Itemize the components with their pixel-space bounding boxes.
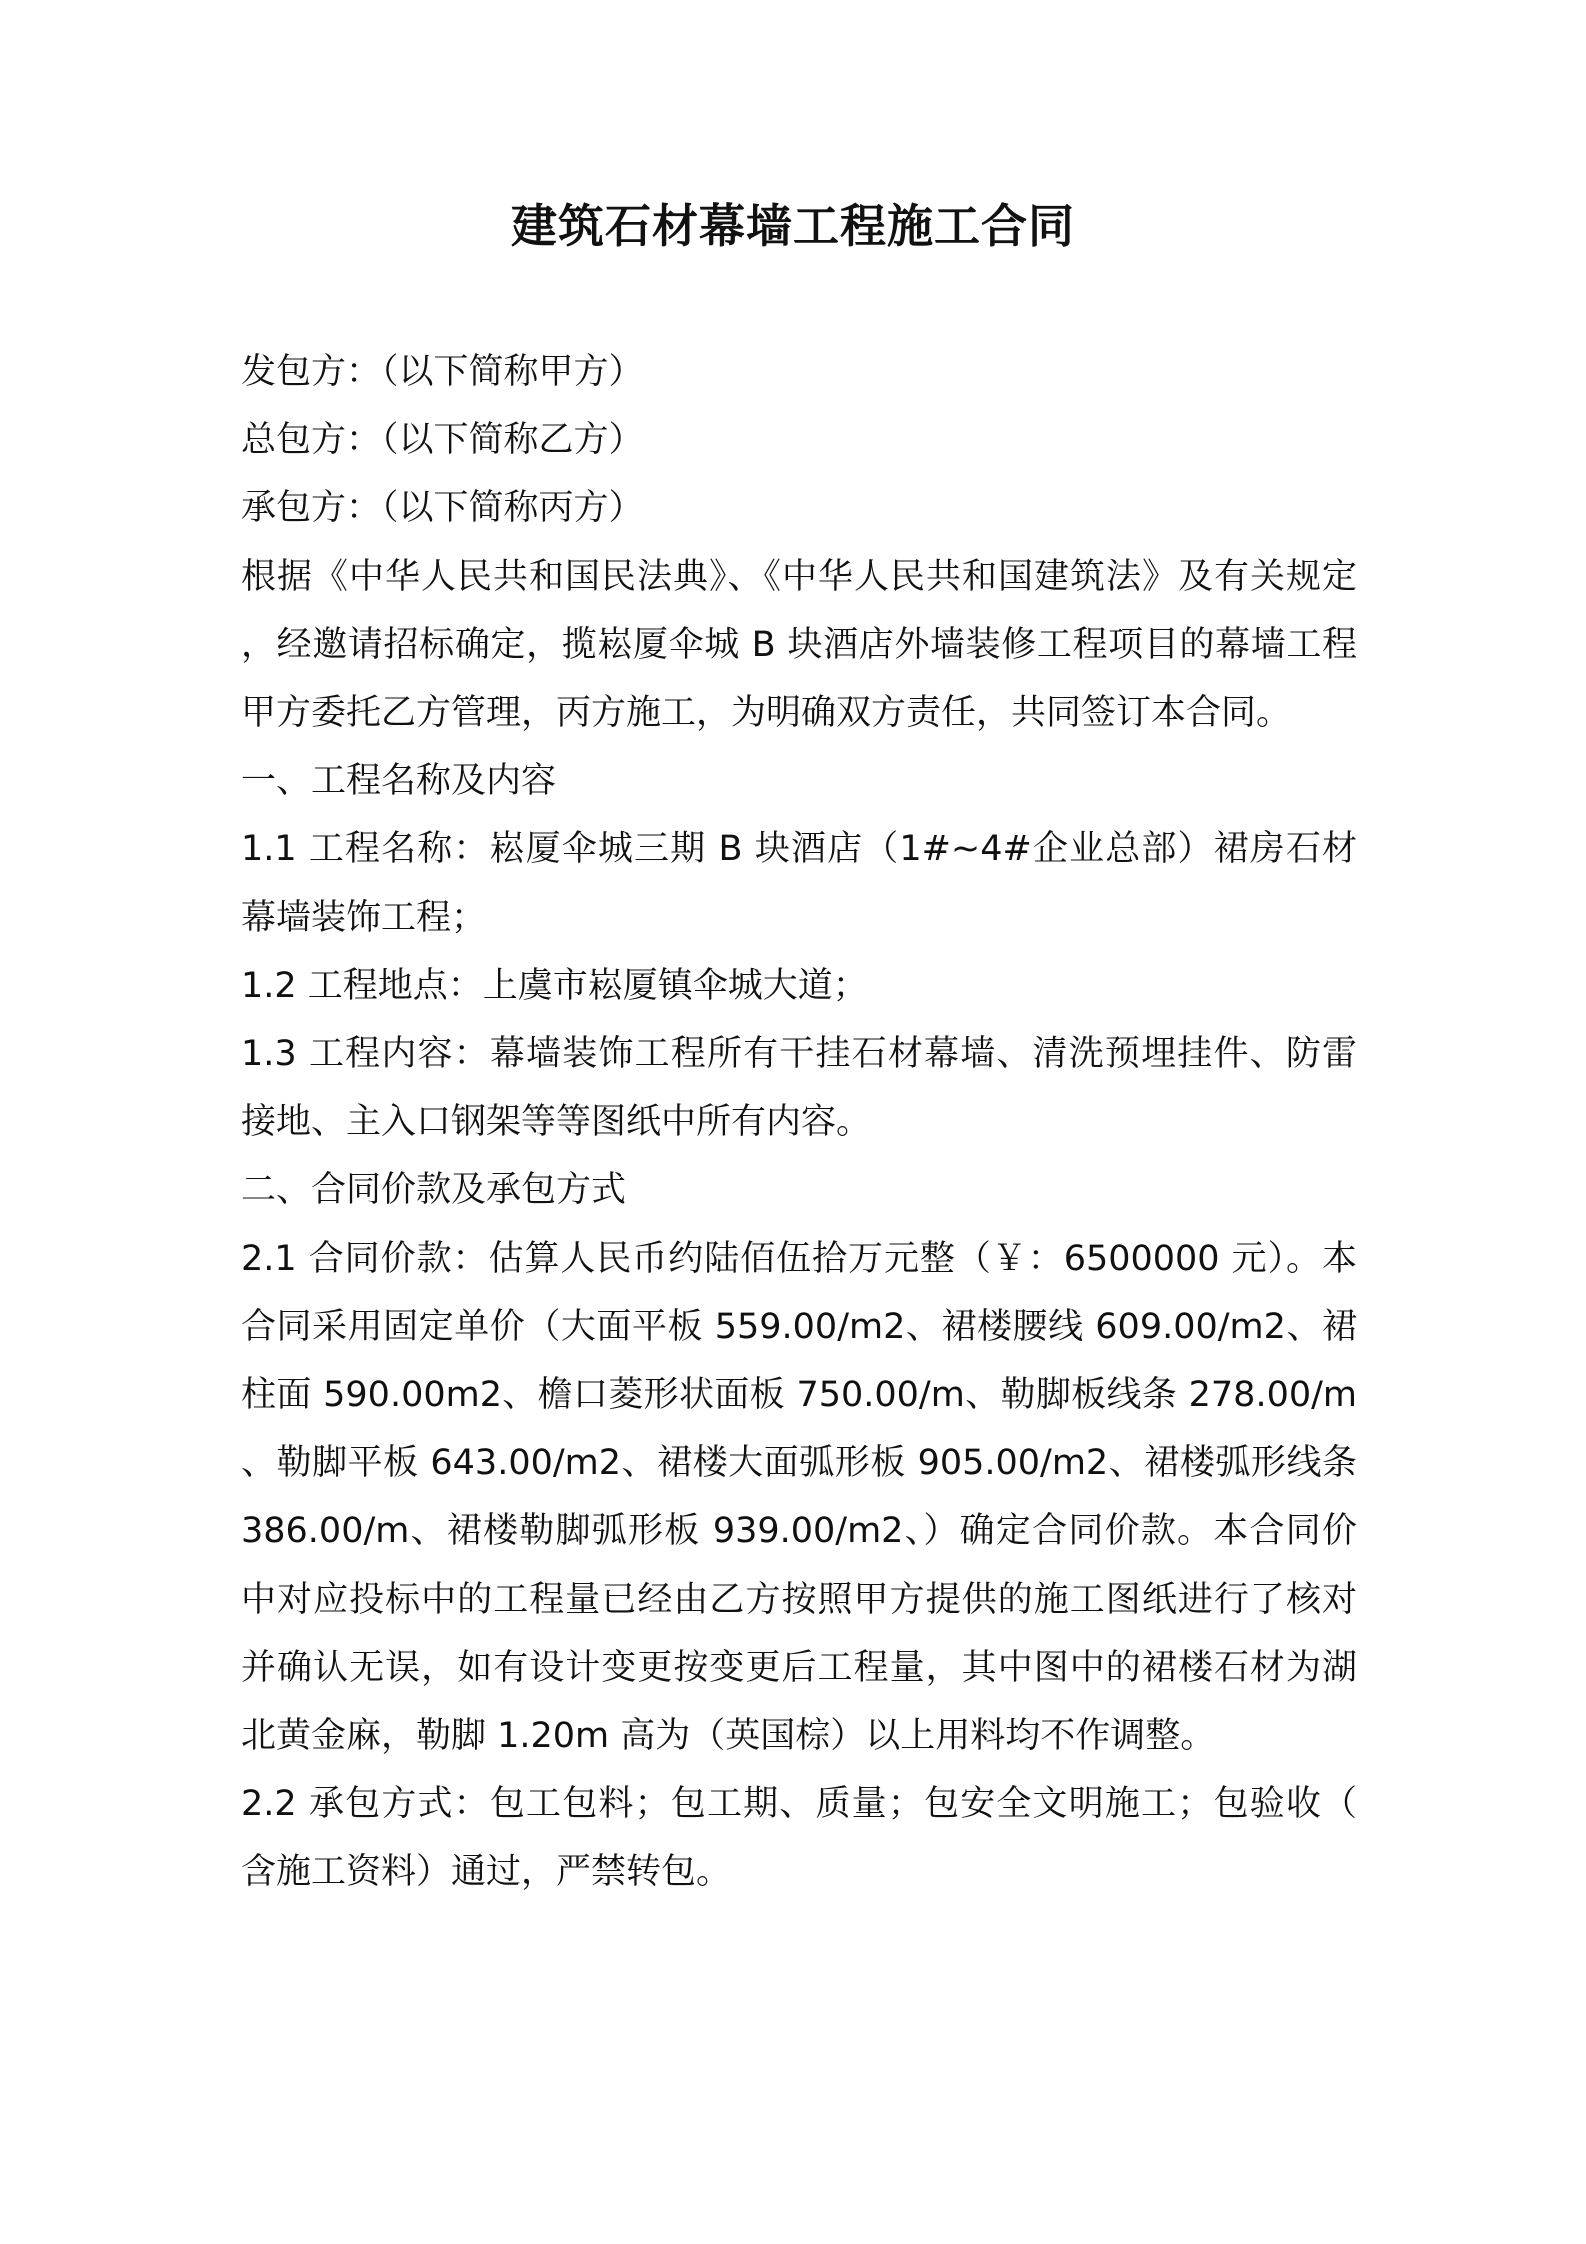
clause-2-2: 2.2 承包方式：包工包料；包工期、质量；包安全文明施工；包验收（含施工资料）通过，严禁转包。 <box>241 1784 1357 1893</box>
document-title: 建筑石材幕墙工程施工合同 <box>511 199 1075 253</box>
party-employer: 发包方：（以下简称甲方） <box>241 352 644 392</box>
section-heading-project: 一、工程名称及内容 <box>241 761 557 802</box>
party-general-contractor: 总包方：（以下简称乙方） <box>241 420 644 461</box>
clause-1-3: 1.3 工程内容：幕墙装饰工程所有干挂石材幕墙、清洗预埋挂件、防雷接地、主入口钢架等等图纸中所有内容。 <box>241 1034 1357 1143</box>
party-subcontractor: 承包方：（以下简称丙方） <box>241 488 644 529</box>
clause-2-1: 2.1 合同价款：估算人民币约陆佰伍拾万元整（￥：6500000 元）。本合同采用固定单价（大面平板 559.00/m2、裙楼腰线 609.00/m2、裙柱面 590.00m2、檐口菱形状面板 750.00/m、勒脚板线条 278.00/m、勒脚平板 643.00/m2、裙楼大面弧形板 905.00/m2、裙楼弧形线条 386.00/m、裙楼勒脚弧形板 939.00/m2、）确定合同价款。本合同价中对应投标中的工程量已经由乙方按照甲方提供的施工图纸进行了核对并确认无误，如有设计变更按变更后工程量，其中图中的裙楼石材为湖北黄金麻，勒脚 1.20m 高为（英国棕）以上用料均不作调整。 <box>241 1238 1357 1757</box>
clause-1-2: 1.2 工程地点：上虞市崧厦镇伞城大道； <box>241 965 868 1006</box>
preamble-paragraph: 根据《中华人民共和国民法典》、《中华人民共和国建筑法》及有关规定，经邀请招标确定，揽崧厦伞城 B 块酒店外墙装修工程项目的幕墙工程甲方委托乙方管理，丙方施工，为明确双方责任，共同签订本合同。 <box>241 556 1357 734</box>
document-body <box>241 338 1357 1907</box>
section-heading-price: 二、合同价款及承包方式 <box>241 1170 627 1211</box>
clause-1-1: 1.1 工程名称：崧厦伞城三期 B 块酒店（1#~4#企业总部）裙房石材幕墙装饰工程； <box>241 829 1357 938</box>
